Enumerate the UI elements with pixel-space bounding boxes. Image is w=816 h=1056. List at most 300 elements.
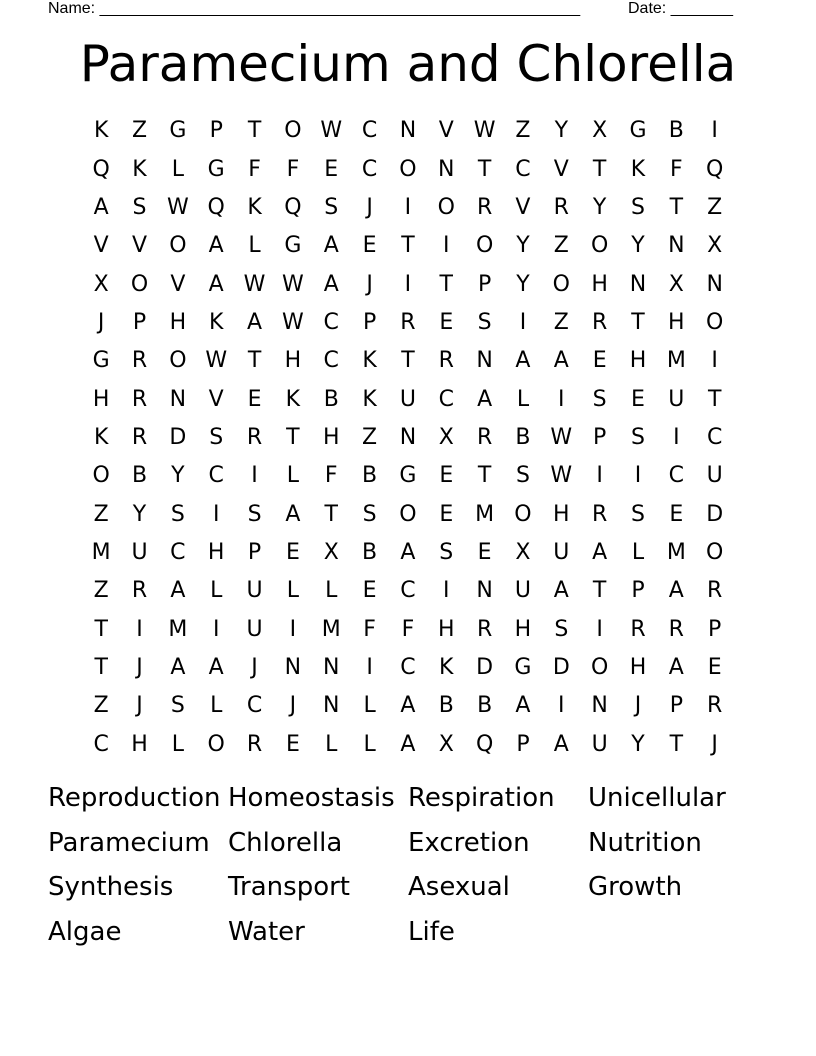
grid-letter[interactable]: Q bbox=[284, 194, 302, 220]
grid-letter[interactable]: I bbox=[251, 463, 258, 489]
grid-letter[interactable]: P bbox=[516, 731, 530, 757]
grid-letter[interactable]: H bbox=[92, 386, 110, 412]
grid-letter[interactable]: N bbox=[323, 693, 340, 719]
grid-letter[interactable]: K bbox=[439, 654, 454, 680]
grid-letter[interactable]: D bbox=[169, 424, 187, 450]
grid-letter[interactable]: U bbox=[246, 578, 263, 604]
word-list-item: Homeostasis bbox=[228, 783, 395, 813]
grid-letter[interactable]: O bbox=[706, 539, 724, 565]
grid-letter[interactable]: X bbox=[438, 424, 454, 450]
grid-letter[interactable]: O bbox=[169, 348, 187, 374]
grid-letter[interactable]: P bbox=[477, 271, 492, 297]
grid-letter[interactable]: K bbox=[208, 309, 224, 335]
grid-letter[interactable]: W bbox=[282, 271, 304, 297]
grid-letter[interactable]: J bbox=[711, 731, 718, 757]
grid-letter[interactable]: A bbox=[553, 348, 569, 374]
grid-letter[interactable]: R bbox=[630, 616, 646, 642]
grid-letter[interactable]: P bbox=[247, 539, 262, 565]
grid-letter[interactable]: S bbox=[439, 539, 454, 565]
grid-letter[interactable]: G bbox=[169, 118, 187, 144]
grid-letter[interactable]: A bbox=[323, 233, 339, 259]
grid-letter[interactable]: Y bbox=[554, 118, 569, 144]
grid-letter[interactable]: L bbox=[325, 578, 338, 604]
grid-letter[interactable]: Y bbox=[592, 194, 607, 220]
grid-letter[interactable]: H bbox=[322, 424, 340, 450]
grid-letter[interactable]: N bbox=[668, 233, 685, 259]
grid-letter[interactable]: X bbox=[707, 233, 723, 259]
grid-letter[interactable]: R bbox=[438, 348, 454, 374]
grid-letter[interactable]: J bbox=[97, 309, 105, 335]
grid-letter[interactable]: S bbox=[247, 501, 262, 527]
grid-letter[interactable]: T bbox=[669, 731, 684, 757]
grid-letter[interactable]: A bbox=[400, 693, 416, 719]
grid-letter[interactable]: H bbox=[284, 348, 302, 374]
grid-letter[interactable]: O bbox=[514, 501, 532, 527]
grid-letter[interactable]: A bbox=[208, 271, 224, 297]
word-list-item: Paramecium bbox=[48, 827, 210, 858]
grid-letter[interactable]: W bbox=[282, 309, 304, 335]
grid-letter[interactable]: E bbox=[285, 539, 300, 565]
grid-letter[interactable]: X bbox=[668, 271, 684, 297]
grid-letter[interactable]: U bbox=[131, 539, 148, 565]
grid-letter[interactable]: S bbox=[362, 501, 377, 527]
grid-letter[interactable]: H bbox=[668, 309, 685, 335]
grid-letter[interactable]: H bbox=[437, 616, 455, 642]
grid-letter[interactable]: S bbox=[170, 693, 185, 719]
grid-letter[interactable]: W bbox=[550, 463, 573, 489]
grid-letter[interactable]: C bbox=[438, 386, 454, 412]
grid-letter[interactable]: E bbox=[439, 309, 454, 335]
grid-row bbox=[82, 227, 734, 265]
grid-letter[interactable]: H bbox=[629, 654, 647, 680]
grid-row bbox=[82, 649, 734, 687]
grid-letter[interactable]: R bbox=[591, 501, 608, 527]
grid-letter[interactable]: H bbox=[207, 539, 225, 565]
grid-letter[interactable]: U bbox=[668, 386, 685, 412]
grid-letter[interactable]: R bbox=[668, 616, 684, 642]
grid-letter[interactable]: I bbox=[673, 424, 680, 450]
grid-letter[interactable]: A bbox=[553, 731, 569, 757]
grid-letter[interactable]: F bbox=[286, 156, 300, 182]
word-list-item: Excretion bbox=[408, 827, 530, 858]
grid-letter[interactable]: Y bbox=[631, 731, 645, 757]
grid-letter[interactable]: I bbox=[596, 463, 603, 489]
grid-letter[interactable]: C bbox=[400, 578, 416, 604]
grid-letter[interactable]: B bbox=[438, 693, 454, 719]
grid-letter[interactable]: V bbox=[93, 233, 109, 259]
grid-letter[interactable]: N bbox=[706, 271, 723, 297]
grid-letter[interactable]: N bbox=[476, 578, 493, 604]
grid-letter[interactable]: T bbox=[94, 616, 108, 642]
grid-letter[interactable]: V bbox=[131, 233, 148, 259]
grid-letter[interactable]: L bbox=[363, 731, 376, 757]
grid-letter[interactable]: E bbox=[592, 348, 607, 374]
grid-letter[interactable]: T bbox=[401, 233, 415, 259]
grid-letter[interactable]: R bbox=[707, 578, 723, 604]
grid-letter[interactable]: G bbox=[399, 463, 417, 489]
grid-letter[interactable]: P bbox=[631, 578, 645, 604]
grid-letter[interactable]: D bbox=[706, 501, 724, 527]
grid-letter[interactable]: O bbox=[437, 194, 455, 220]
grid-letter[interactable]: T bbox=[592, 578, 607, 604]
grid-letter[interactable]: K bbox=[285, 386, 301, 412]
grid-letter[interactable]: P bbox=[593, 424, 607, 450]
grid-letter[interactable]: B bbox=[668, 118, 684, 144]
grid-letter[interactable]: L bbox=[171, 731, 184, 757]
grid-letter[interactable]: W bbox=[473, 118, 496, 144]
grid-letter[interactable]: A bbox=[285, 501, 301, 527]
grid-letter[interactable]: O bbox=[399, 501, 417, 527]
grid-letter[interactable]: F bbox=[324, 463, 338, 489]
grid-row bbox=[82, 304, 734, 342]
grid-letter[interactable]: J bbox=[366, 271, 373, 297]
grid-letter[interactable]: M bbox=[91, 539, 111, 565]
grid-letter[interactable]: M bbox=[666, 539, 686, 565]
grid-letter[interactable]: E bbox=[707, 654, 722, 680]
grid-letter[interactable]: L bbox=[286, 578, 300, 604]
grid-letter[interactable]: R bbox=[553, 194, 569, 220]
grid-letter[interactable]: U bbox=[706, 463, 723, 489]
grid-letter[interactable]: I bbox=[212, 501, 220, 527]
grid-letter[interactable]: B bbox=[362, 463, 378, 489]
grid-letter[interactable]: S bbox=[554, 616, 569, 642]
grid-letter[interactable]: K bbox=[362, 348, 377, 374]
grid-letter[interactable]: M bbox=[168, 616, 188, 642]
grid-letter[interactable]: O bbox=[552, 271, 570, 297]
grid-letter[interactable]: H bbox=[514, 616, 532, 642]
grid-letter[interactable]: T bbox=[94, 654, 108, 680]
grid-letter[interactable]: H bbox=[629, 348, 647, 374]
grid-letter[interactable]: C bbox=[93, 731, 109, 757]
grid-letter[interactable]: I bbox=[443, 578, 450, 604]
grid-letter[interactable]: Z bbox=[707, 194, 723, 220]
grid-letter[interactable]: H bbox=[591, 271, 608, 297]
grid-letter[interactable]: A bbox=[208, 233, 224, 259]
grid-letter[interactable]: G bbox=[284, 233, 302, 259]
grid-letter[interactable]: R bbox=[131, 386, 148, 412]
grid-letter[interactable]: C bbox=[323, 348, 339, 374]
grid-row bbox=[82, 687, 734, 725]
grid-letter[interactable]: O bbox=[284, 118, 302, 144]
grid-letter[interactable]: F bbox=[401, 616, 415, 642]
grid-letter[interactable]: A bbox=[170, 654, 186, 680]
grid-letter[interactable]: C bbox=[400, 654, 416, 680]
grid-letter[interactable]: U bbox=[514, 578, 531, 604]
grid-letter[interactable]: H bbox=[553, 501, 570, 527]
grid-letter[interactable]: L bbox=[631, 539, 645, 565]
grid-letter[interactable]: E bbox=[439, 501, 454, 527]
grid-letter[interactable]: T bbox=[592, 156, 607, 182]
grid-letter[interactable]: A bbox=[477, 386, 493, 412]
grid-letter[interactable]: I bbox=[634, 463, 642, 489]
grid-letter[interactable]: B bbox=[477, 693, 493, 719]
name-field[interactable]: Name: ______________________________________________________ bbox=[48, 0, 581, 17]
grid-letter[interactable]: L bbox=[210, 693, 223, 719]
grid-letter[interactable]: Z bbox=[515, 118, 531, 144]
grid-letter[interactable]: P bbox=[362, 309, 377, 335]
grid-letter[interactable]: I bbox=[404, 194, 412, 220]
grid-letter[interactable]: A bbox=[668, 578, 684, 604]
grid-letter[interactable]: C bbox=[361, 156, 378, 182]
grid-letter[interactable]: H bbox=[169, 309, 187, 335]
grid-letter[interactable]: J bbox=[634, 693, 642, 719]
grid-letter[interactable]: I bbox=[558, 386, 565, 412]
grid-letter[interactable]: E bbox=[477, 539, 492, 565]
grid-letter[interactable]: A bbox=[208, 654, 224, 680]
grid-letter[interactable]: L bbox=[363, 693, 376, 719]
grid-letter[interactable]: Q bbox=[706, 156, 724, 182]
grid-letter[interactable]: C bbox=[668, 463, 685, 489]
grid-letter[interactable]: N bbox=[169, 386, 187, 412]
grid-letter[interactable]: E bbox=[631, 386, 645, 412]
grid-letter[interactable]: N bbox=[323, 654, 340, 680]
grid-letter[interactable]: T bbox=[324, 501, 338, 527]
grid-letter[interactable]: T bbox=[286, 424, 300, 450]
grid-letter[interactable]: X bbox=[323, 539, 339, 565]
grid-letter[interactable]: J bbox=[289, 693, 297, 719]
grid-letter[interactable]: B bbox=[515, 424, 531, 450]
grid-letter[interactable]: U bbox=[246, 616, 263, 642]
grid-letter[interactable]: I bbox=[404, 271, 412, 297]
grid-letter[interactable]: O bbox=[590, 233, 609, 259]
grid-letter[interactable]: N bbox=[284, 654, 302, 680]
grid-letter[interactable]: T bbox=[247, 118, 262, 144]
grid-letter[interactable]: V bbox=[553, 156, 569, 182]
grid-letter[interactable]: A bbox=[400, 539, 416, 565]
grid-letter[interactable]: C bbox=[706, 424, 723, 450]
grid-letter[interactable]: W bbox=[320, 118, 343, 144]
grid-letter[interactable]: S bbox=[515, 463, 530, 489]
grid-letter[interactable]: X bbox=[438, 731, 454, 757]
grid-letter[interactable]: O bbox=[169, 233, 187, 259]
grid-letter[interactable]: T bbox=[631, 309, 645, 335]
grid-letter[interactable]: T bbox=[477, 463, 492, 489]
grid-letter[interactable]: T bbox=[707, 386, 722, 412]
grid-letter[interactable]: J bbox=[136, 693, 143, 719]
grid-letter[interactable]: E bbox=[362, 578, 377, 604]
grid-letter[interactable]: K bbox=[132, 156, 147, 182]
grid-letter[interactable]: L bbox=[171, 156, 184, 182]
grid-letter[interactable]: V bbox=[170, 271, 186, 297]
grid-letter[interactable]: R bbox=[707, 693, 723, 719]
grid-letter[interactable]: S bbox=[477, 309, 492, 335]
grid-letter[interactable]: R bbox=[131, 424, 148, 450]
grid-letter[interactable]: I bbox=[443, 233, 450, 259]
grid-letter[interactable]: Q bbox=[207, 194, 225, 220]
grid-letter[interactable]: R bbox=[400, 309, 416, 335]
grid-letter[interactable]: D bbox=[552, 654, 570, 680]
grid-letter[interactable]: H bbox=[131, 731, 148, 757]
grid-letter[interactable]: C bbox=[323, 309, 339, 335]
grid-letter[interactable]: T bbox=[477, 156, 492, 182]
grid-letter[interactable]: V bbox=[515, 194, 531, 220]
date-field[interactable]: Date: _______ bbox=[628, 0, 733, 17]
grid-letter[interactable]: S bbox=[324, 194, 339, 220]
grid-letter[interactable]: I bbox=[289, 616, 297, 642]
grid-letter[interactable]: S bbox=[170, 501, 185, 527]
grid-letter[interactable]: Y bbox=[171, 463, 185, 489]
grid-letter[interactable]: X bbox=[515, 539, 531, 565]
grid-letter[interactable]: E bbox=[362, 233, 377, 259]
grid-letter[interactable]: Z bbox=[93, 578, 109, 604]
grid-letter[interactable]: P bbox=[669, 693, 683, 719]
grid-letter[interactable]: Z bbox=[553, 309, 569, 335]
grid-letter[interactable]: Z bbox=[362, 424, 378, 450]
grid-letter[interactable]: A bbox=[247, 309, 263, 335]
grid-letter[interactable]: R bbox=[246, 424, 263, 450]
grid-letter[interactable]: R bbox=[131, 348, 148, 374]
grid-letter[interactable]: I bbox=[711, 348, 718, 374]
grid-letter[interactable]: X bbox=[93, 271, 109, 297]
grid-letter[interactable]: N bbox=[591, 693, 608, 719]
grid-letter[interactable]: S bbox=[631, 501, 645, 527]
grid-letter[interactable]: J bbox=[136, 654, 143, 680]
grid-letter[interactable]: T bbox=[247, 348, 262, 374]
grid-letter[interactable]: C bbox=[246, 693, 263, 719]
grid-letter[interactable]: R bbox=[476, 616, 493, 642]
grid-letter[interactable]: I bbox=[212, 616, 220, 642]
grid-letter[interactable]: O bbox=[706, 309, 724, 335]
grid-letter[interactable]: S bbox=[631, 424, 645, 450]
grid-letter[interactable]: M bbox=[475, 501, 495, 527]
grid-letter[interactable]: B bbox=[362, 539, 378, 565]
grid-letter[interactable]: S bbox=[132, 194, 147, 220]
grid-letter[interactable]: Y bbox=[516, 233, 530, 259]
grid-letter[interactable]: Y bbox=[631, 233, 645, 259]
grid-letter[interactable]: E bbox=[247, 386, 262, 412]
grid-letter[interactable]: M bbox=[321, 616, 341, 642]
grid-letter[interactable]: Q bbox=[475, 731, 494, 757]
grid-letter[interactable]: A bbox=[170, 578, 186, 604]
grid-letter[interactable]: I bbox=[711, 118, 718, 144]
grid-letter[interactable]: R bbox=[131, 578, 148, 604]
grid-letter[interactable]: O bbox=[475, 233, 494, 259]
grid-letter[interactable]: G bbox=[92, 348, 110, 374]
grid-letter[interactable]: M bbox=[666, 348, 686, 374]
grid-letter[interactable]: K bbox=[93, 424, 109, 450]
word-list-item: Synthesis bbox=[48, 872, 174, 903]
grid-letter[interactable]: I bbox=[558, 693, 565, 719]
grid-letter[interactable]: A bbox=[592, 539, 608, 565]
grid-letter[interactable]: F bbox=[363, 616, 376, 642]
grid-letter[interactable]: A bbox=[400, 731, 416, 757]
grid-letter[interactable]: A bbox=[668, 654, 684, 680]
grid-letter[interactable]: S bbox=[209, 424, 224, 450]
grid-letter[interactable]: P bbox=[209, 118, 223, 144]
grid-letter[interactable]: I bbox=[596, 616, 603, 642]
grid-letter[interactable]: Z bbox=[93, 501, 109, 527]
grid-letter[interactable]: L bbox=[516, 386, 530, 412]
grid-letter[interactable]: W bbox=[166, 194, 189, 220]
grid-letter[interactable]: T bbox=[669, 194, 684, 220]
grid-letter[interactable]: P bbox=[708, 616, 722, 642]
grid-letter[interactable]: A bbox=[93, 194, 109, 220]
grid-letter[interactable]: F bbox=[670, 156, 683, 182]
grid-letter[interactable]: D bbox=[476, 654, 494, 680]
grid-letter[interactable]: F bbox=[248, 156, 261, 182]
grid-letter[interactable]: A bbox=[515, 348, 531, 374]
grid-letter[interactable]: I bbox=[519, 309, 527, 335]
grid-letter[interactable]: C bbox=[515, 156, 531, 182]
grid-letter[interactable]: G bbox=[514, 654, 532, 680]
grid-letter[interactable]: I bbox=[366, 654, 373, 680]
grid-letter[interactable]: U bbox=[399, 386, 416, 412]
grid-letter[interactable]: P bbox=[132, 309, 147, 335]
grid-letter[interactable]: L bbox=[286, 463, 300, 489]
grid-letter[interactable]: K bbox=[247, 194, 262, 220]
grid-letter[interactable]: Y bbox=[516, 271, 530, 297]
grid-letter[interactable]: S bbox=[592, 386, 607, 412]
grid-letter[interactable]: B bbox=[323, 386, 339, 412]
grid-letter[interactable]: K bbox=[362, 386, 377, 412]
grid-letter[interactable]: T bbox=[439, 271, 453, 297]
grid-letter[interactable]: K bbox=[630, 156, 646, 182]
grid-letter[interactable]: C bbox=[208, 463, 224, 489]
grid-letter[interactable]: C bbox=[361, 118, 378, 144]
grid-letter[interactable]: O bbox=[130, 271, 149, 297]
grid-letter[interactable]: Z bbox=[131, 118, 148, 144]
grid-letter[interactable]: O bbox=[92, 463, 110, 489]
word-list-item: Asexual bbox=[408, 872, 510, 903]
grid-letter[interactable]: W bbox=[550, 424, 573, 450]
grid-letter[interactable]: J bbox=[251, 654, 258, 680]
grid-letter[interactable]: O bbox=[399, 156, 417, 182]
grid-letter[interactable]: U bbox=[553, 539, 570, 565]
grid-letter[interactable]: K bbox=[93, 118, 109, 144]
grid-letter[interactable]: N bbox=[629, 271, 647, 297]
grid-letter[interactable]: N bbox=[399, 118, 417, 144]
grid-letter[interactable]: N bbox=[476, 348, 493, 374]
grid-letter[interactable]: I bbox=[136, 616, 143, 642]
grid-letter[interactable]: E bbox=[669, 501, 684, 527]
grid-letter[interactable]: C bbox=[170, 539, 186, 565]
grid-letter[interactable]: Q bbox=[92, 156, 110, 182]
grid-letter[interactable]: V bbox=[438, 118, 454, 144]
grid-letter[interactable]: L bbox=[248, 233, 261, 259]
grid-letter[interactable]: R bbox=[476, 424, 493, 450]
grid-letter[interactable]: O bbox=[207, 731, 225, 757]
grid-letter[interactable]: T bbox=[401, 348, 415, 374]
grid-letter[interactable]: E bbox=[285, 731, 300, 757]
grid-letter[interactable]: A bbox=[515, 693, 531, 719]
grid-letter[interactable]: E bbox=[324, 156, 339, 182]
grid-letter[interactable]: W bbox=[205, 348, 228, 374]
grid-letter[interactable]: U bbox=[591, 731, 608, 757]
grid-letter[interactable]: Y bbox=[132, 501, 147, 527]
grid-letter[interactable]: L bbox=[325, 731, 338, 757]
grid-letter[interactable]: O bbox=[590, 654, 609, 680]
grid-letter[interactable]: L bbox=[210, 578, 223, 604]
grid-letter[interactable]: W bbox=[243, 271, 266, 297]
grid-letter[interactable]: B bbox=[131, 463, 148, 489]
grid-letter[interactable]: G bbox=[629, 118, 647, 144]
grid-letter[interactable]: Z bbox=[93, 693, 109, 719]
grid-letter[interactable]: R bbox=[246, 731, 263, 757]
grid-letter[interactable]: A bbox=[553, 578, 569, 604]
grid-letter[interactable]: J bbox=[366, 194, 373, 220]
grid-letter[interactable]: S bbox=[631, 194, 645, 220]
grid-letter[interactable]: N bbox=[438, 156, 455, 182]
grid-letter[interactable]: A bbox=[323, 271, 339, 297]
grid-letter[interactable]: X bbox=[592, 118, 608, 144]
grid-letter[interactable]: V bbox=[208, 386, 224, 412]
grid-letter[interactable]: G bbox=[207, 156, 225, 182]
grid-letter[interactable]: R bbox=[476, 194, 493, 220]
grid-letter[interactable]: E bbox=[439, 463, 454, 489]
grid-letter[interactable]: N bbox=[399, 424, 417, 450]
grid-letter[interactable]: R bbox=[591, 309, 608, 335]
grid-letter[interactable]: Z bbox=[553, 233, 569, 259]
